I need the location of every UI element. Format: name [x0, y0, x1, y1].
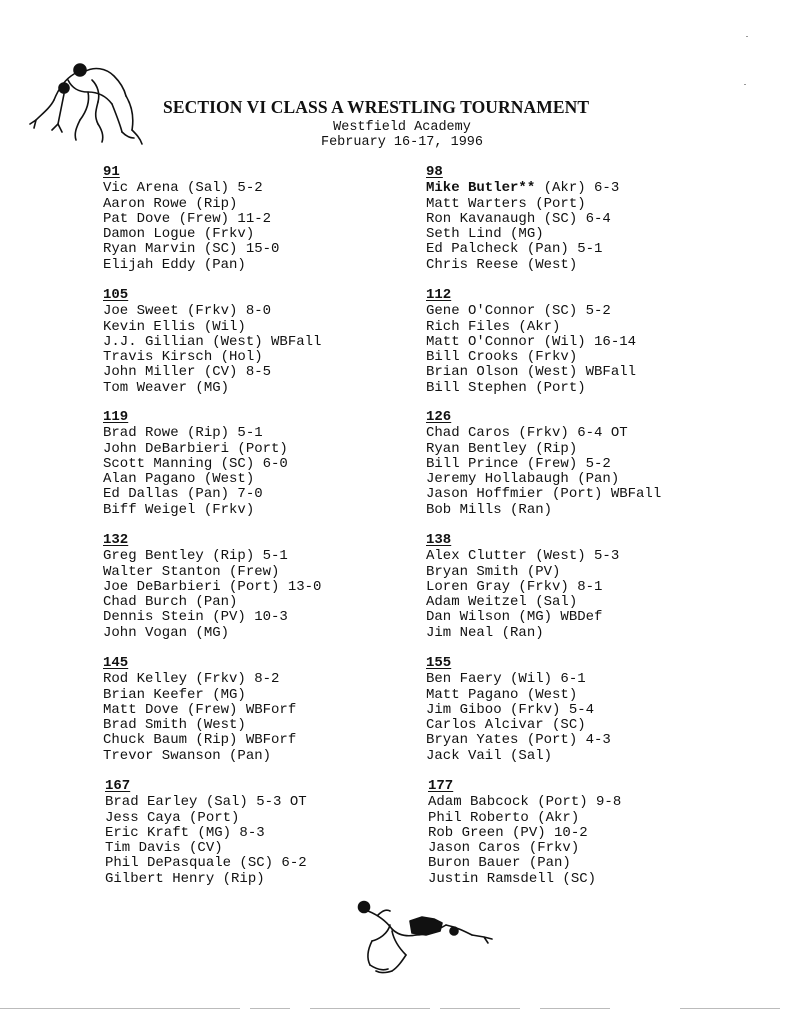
weight-class-177	[428, 779, 621, 887]
entry: Joe Sweet (Frkv) 8-0	[103, 303, 272, 320]
entry: Tom Weaver (MG)	[103, 379, 230, 396]
entry: Seth Lind (MG)	[426, 226, 544, 243]
weight-class-112	[426, 288, 636, 396]
scan-line	[310, 1008, 430, 1009]
entry: Rob Green (PV) 10-2	[428, 824, 588, 841]
weight-class-145	[103, 656, 296, 764]
weight-class-155	[426, 656, 611, 764]
entry: Scott Manning (SC) 6-0	[103, 455, 288, 472]
weight-label: 91	[103, 164, 120, 180]
page-title: SECTION VI CLASS A WRESTLING TOURNAMENT	[163, 97, 590, 117]
weight-label: 145	[103, 655, 129, 671]
entry: Chad Caros (Frkv) 6-4 OT	[426, 425, 628, 442]
entry: Kevin Ellis (Wil)	[103, 318, 246, 335]
entry: Bill Crooks (Frkv)	[426, 349, 578, 366]
entry: Ed Dallas (Pan) 7-0	[103, 486, 263, 503]
entry: Brian Olson (West) WBFall	[426, 364, 637, 381]
entry: Loren Gray (Frkv) 8-1	[426, 578, 603, 595]
entry-detail: (Akr) 6-3	[535, 180, 620, 197]
entry: Bryan Smith (PV)	[426, 563, 561, 580]
weight-class-98	[426, 165, 619, 273]
weight-label: 126	[426, 409, 452, 425]
entry: Brian Keefer (MG)	[103, 686, 246, 703]
entry: Adam Babcock (Port) 9-8	[428, 794, 622, 811]
entry: Dan Wilson (MG) WBDef	[426, 609, 603, 626]
weight-label: 177	[428, 778, 454, 794]
entry: Ron Kavanaugh (SC) 6-4	[426, 210, 611, 227]
scan-line	[0, 1008, 240, 1009]
entry: Damon Logue (Frkv)	[103, 226, 255, 243]
venue: Westfield Academy	[333, 120, 471, 135]
entry: Brad Smith (West)	[103, 717, 246, 734]
weight-class-119	[103, 410, 288, 518]
scan-line	[680, 1008, 780, 1009]
entry: Biff Weigel (Frkv)	[103, 501, 255, 518]
entry: Aaron Rowe (Rip)	[103, 195, 238, 212]
entry: Matt O'Connor (Wil) 16-14	[426, 333, 637, 350]
entry: Travis Kirsch (Hol)	[103, 349, 263, 366]
entry	[426, 181, 619, 196]
entry: Phil Roberto (Akr)	[428, 809, 580, 826]
entry: Jason Hoffmier (Port) WBFall	[426, 486, 662, 503]
entry: Jim Neal (Ran)	[426, 624, 544, 641]
entry: Chad Burch (Pan)	[103, 594, 238, 611]
weight-label: 138	[426, 532, 452, 548]
entry: Dennis Stein (PV) 10-3	[103, 609, 288, 626]
weight-class-91	[103, 165, 279, 273]
entry: Tim Davis (CV)	[105, 840, 223, 857]
entry: Alex Clutter (West) 5-3	[426, 548, 620, 565]
weight-label: 155	[426, 655, 452, 671]
entry: Chris Reese (West)	[426, 256, 578, 273]
entry: Rod Kelley (Frkv) 8-2	[103, 671, 280, 688]
entry: Buron Bauer (Pan)	[428, 855, 571, 872]
entry: John DeBarbieri (Port)	[103, 440, 288, 457]
entry: Elijah Eddy (Pan)	[103, 256, 246, 273]
entry: Ryan Marvin (SC) 15-0	[103, 241, 280, 258]
weight-label: 167	[105, 778, 131, 794]
entry: Justin Ramsdell (SC)	[428, 870, 597, 887]
scan-mark	[746, 36, 748, 37]
highlighted-wrestler: Mike Butler**	[426, 180, 536, 197]
entry: Greg Bentley (Rip) 5-1	[103, 548, 288, 565]
entry: Matt Dove (Frew) WBForf	[103, 701, 297, 718]
scan-line	[540, 1008, 610, 1009]
entry: Bryan Yates (Port) 4-3	[426, 732, 611, 749]
entry: Jason Caros (Frkv)	[428, 840, 580, 857]
entry: Matt Warters (Port)	[426, 195, 586, 212]
entry: Jack Vail (Sal)	[426, 747, 553, 764]
entry: Bob Mills (Ran)	[426, 501, 553, 518]
entry: Alan Pagano (West)	[103, 471, 255, 488]
entry: Carlos Alcivar (SC)	[426, 717, 586, 734]
entry: Brad Earley (Sal) 5-3 OT	[105, 794, 307, 811]
weight-label: 105	[103, 287, 129, 303]
entry: Ben Faery (Wil) 6-1	[426, 671, 586, 688]
entry: Pat Dove (Frew) 11-2	[103, 210, 272, 227]
entry: Brad Rowe (Rip) 5-1	[103, 425, 263, 442]
entry: J.J. Gillian (West) WBFall	[103, 333, 322, 350]
entry: Gene O'Connor (SC) 5-2	[426, 303, 611, 320]
entry: Bill Stephen (Port)	[426, 379, 586, 396]
weight-label: 132	[103, 532, 129, 548]
entry: Joe DeBarbieri (Port) 13-0	[103, 578, 322, 595]
weight-label: 119	[103, 409, 129, 425]
entry: Ryan Bentley (Rip)	[426, 440, 578, 457]
scan-line	[250, 1008, 290, 1009]
weight-class-126	[426, 410, 661, 518]
entry: John Vogan (MG)	[103, 624, 230, 641]
weight-class-138	[426, 533, 619, 641]
entry: Trevor Swanson (Pan)	[103, 747, 272, 764]
entry: Matt Pagano (West)	[426, 686, 578, 703]
weight-label: 98	[426, 164, 443, 180]
entry: Chuck Baum (Rip) WBForf	[103, 732, 297, 749]
scan-line	[440, 1008, 520, 1009]
entry: Phil DePasquale (SC) 6-2	[105, 855, 307, 872]
dates: February 16-17, 1996	[320, 135, 484, 150]
weight-label: 112	[426, 287, 452, 303]
entry: Adam Weitzel (Sal)	[426, 594, 578, 611]
weight-class-167	[105, 779, 307, 887]
entry: John Miller (CV) 8-5	[103, 364, 272, 381]
wrestlers-takedown-icon	[350, 895, 500, 975]
weight-class-105	[103, 288, 321, 396]
entry: Jeremy Hollabaugh (Pan)	[426, 471, 620, 488]
entry: Jim Giboo (Frkv) 5-4	[426, 701, 595, 718]
scan-mark	[744, 84, 746, 85]
entry: Walter Stanton (Frew)	[103, 563, 280, 580]
entry: Eric Kraft (MG) 8-3	[105, 824, 265, 841]
entry: Bill Prince (Frew) 5-2	[426, 455, 611, 472]
entry: Jess Caya (Port)	[105, 809, 240, 826]
entry: Vic Arena (Sal) 5-2	[103, 180, 263, 197]
entry: Gilbert Henry (Rip)	[105, 870, 265, 887]
entry: Ed Palcheck (Pan) 5-1	[426, 241, 603, 258]
entry: Rich Files (Akr)	[426, 318, 561, 335]
weight-class-132	[103, 533, 321, 641]
